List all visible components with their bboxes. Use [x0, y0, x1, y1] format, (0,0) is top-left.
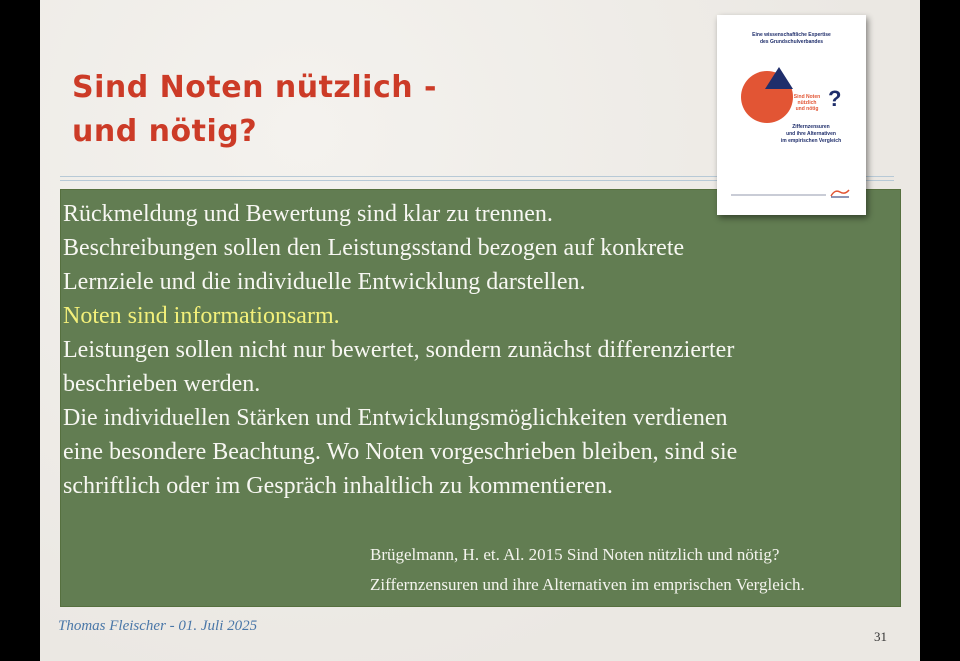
- footer-author: Thomas Fleischer - 01. Juli 2025: [58, 618, 258, 634]
- content-panel: [60, 189, 901, 607]
- citation: [370, 540, 805, 600]
- body-line: Die individuellen Stärken und Entwicklungsmöglichkeiten verdienen: [63, 405, 728, 431]
- body-line: Beschreibungen sollen den Leistungsstand bezogen auf konkrete: [63, 235, 685, 261]
- citation-line: Ziffernzensuren und ihre Alternativen im emprischen Vergleich.: [370, 575, 805, 594]
- book-subtitle: Sind Noten nützlich und nötig: [793, 94, 821, 112]
- slide-title: [72, 66, 437, 154]
- body-line: beschrieben werden.: [63, 371, 261, 397]
- body-line: Leistungen sollen nicht nur bewertet, sondern zunächst differenzierter: [63, 337, 735, 363]
- body-line: eine besondere Beachtung. Wo Noten vorgeschrieben bleiben, sind sie: [63, 439, 738, 465]
- citation-line: Brügelmann, H. et. Al. 2015 Sind Noten nützlich und nötig?: [370, 545, 780, 564]
- title-line: und nötig?: [72, 114, 258, 149]
- book-title-line: Eine wissenschaftliche Expertise: [752, 32, 831, 38]
- title-line: Sind Noten nützlich -: [72, 70, 437, 105]
- question-mark-icon: ?: [828, 86, 842, 111]
- book-cover-image: [717, 15, 866, 215]
- body-text: [63, 197, 893, 503]
- body-line: Rückmeldung und Bewertung sind klar zu trennen.: [63, 201, 553, 227]
- book-footer-line: [731, 194, 826, 196]
- page-number: 31: [874, 629, 887, 644]
- body-line: schriftlich oder im Gespräch inhaltlich zu kommentieren.: [63, 473, 613, 499]
- body-line: Lernziele und die individuelle Entwicklung darstellen.: [63, 269, 586, 295]
- publisher-logo-icon: [829, 188, 851, 198]
- highlighted-line: Noten sind informationsarm.: [63, 303, 340, 329]
- book-title-line: des Grundschulverbandes: [759, 39, 824, 45]
- book-description: Ziffernzensuren und ihre Alternativen im empirischen Vergleich: [780, 124, 842, 144]
